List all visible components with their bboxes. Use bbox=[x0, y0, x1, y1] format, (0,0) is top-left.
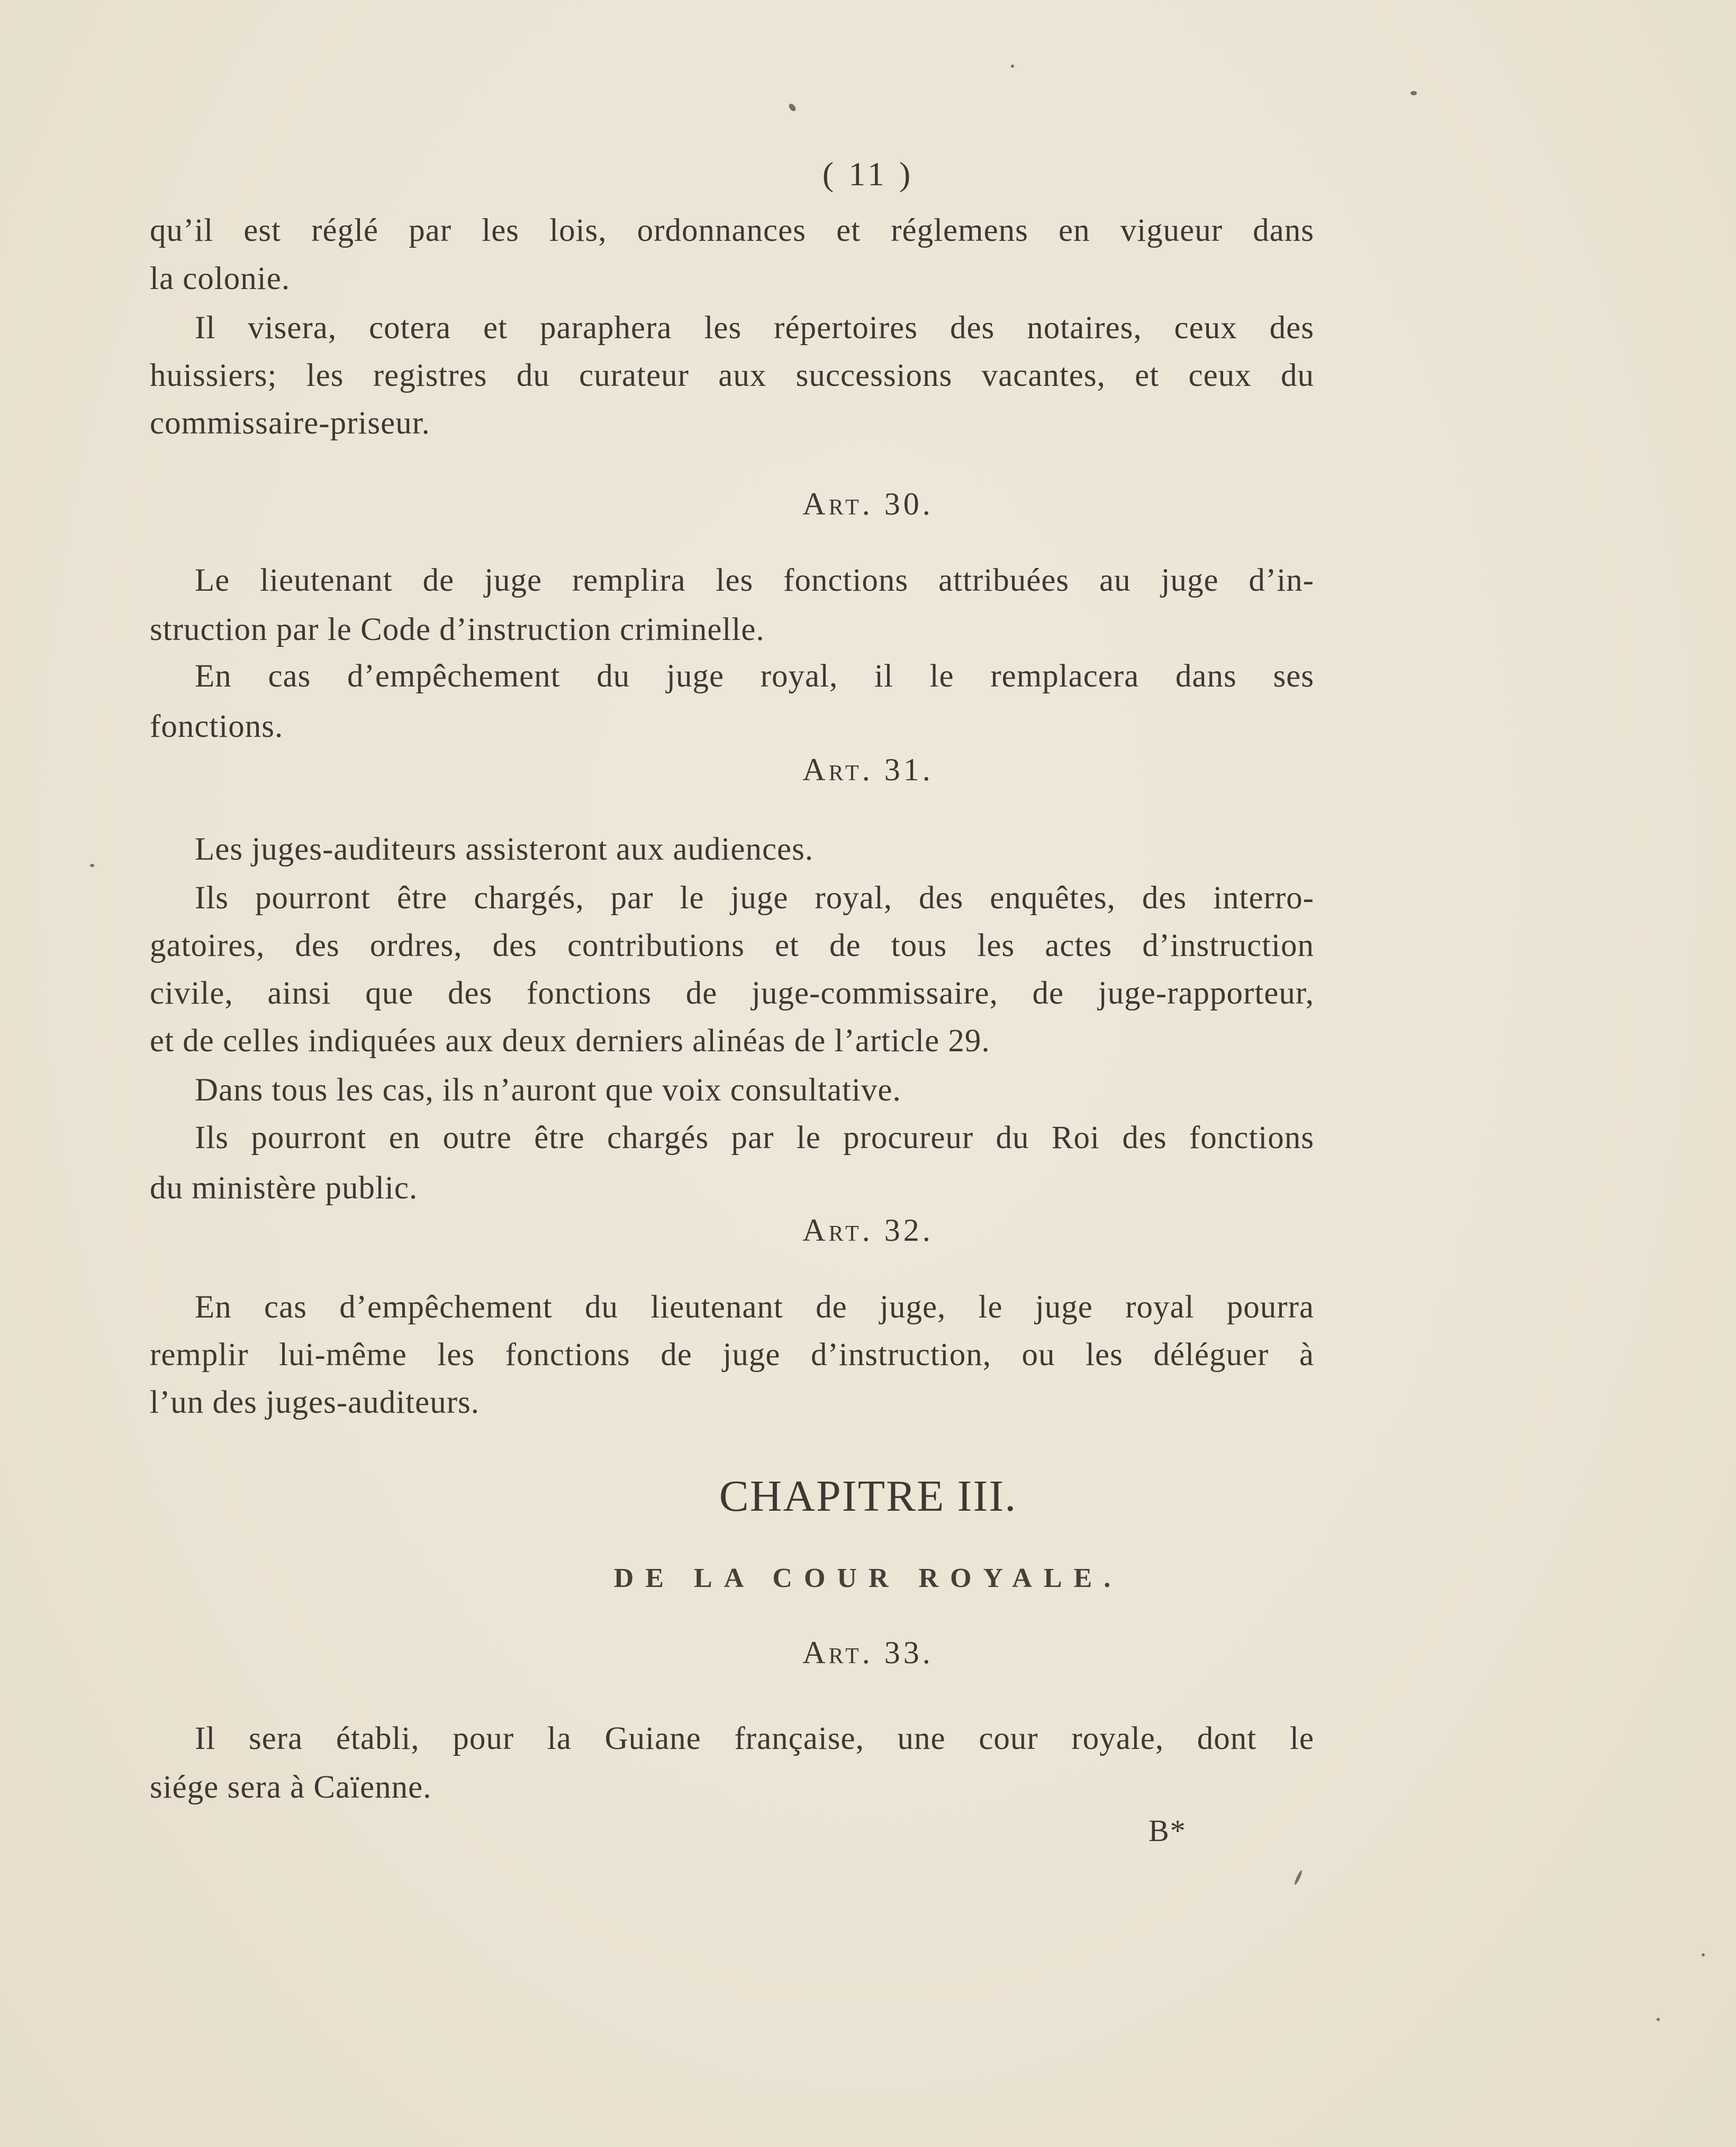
paper-speck bbox=[1294, 1870, 1303, 1886]
text-line: Les juges-auditeurs assisteront aux audiences. bbox=[195, 832, 814, 867]
text-line: Le lieutenant de juge remplira les fonctions attribuées au juge d’in- bbox=[195, 563, 1314, 598]
text-line: gatoires, des ordres, des contributions et de tous les actes d’instruction bbox=[150, 928, 1314, 963]
text-line: Il visera, cotera et paraphera les répertoires des notaires, ceux des bbox=[195, 310, 1314, 346]
text-line: la colonie. bbox=[150, 261, 291, 296]
text-line: huissiers; les registres du curateur aux successions vacantes, et ceux du bbox=[150, 358, 1314, 393]
text-line: du ministère public. bbox=[150, 1170, 418, 1206]
chapter-subtitle: DE LA COUR ROYALE. bbox=[613, 1563, 1123, 1593]
text-line: fonctions. bbox=[150, 709, 284, 744]
article-heading: Art. 32. bbox=[802, 1213, 934, 1248]
paper-speck bbox=[90, 864, 94, 867]
text-line: Ils pourront être chargés, par le juge royal, des enquêtes, des interro- bbox=[195, 880, 1314, 916]
article-heading: Art. 33. bbox=[802, 1635, 934, 1670]
paper-speck bbox=[1702, 1953, 1705, 1956]
page-number: ( 11 ) bbox=[822, 155, 914, 193]
paper-speck bbox=[1011, 65, 1014, 68]
paper-speck bbox=[1410, 91, 1417, 95]
paper-speck bbox=[1657, 2018, 1660, 2021]
text-line: l’un des juges-auditeurs. bbox=[150, 1385, 480, 1420]
text-line: Ils pourront en outre être chargés par le procureur du Roi des fonctions bbox=[195, 1120, 1314, 1156]
text-line: Il sera établi, pour la Guiane française, une cour royale, dont le bbox=[195, 1721, 1314, 1756]
text-line: siége sera à Caïenne. bbox=[150, 1770, 432, 1805]
text-line: remplir lui-même les fonctions de juge d’instruction, ou les déléguer à bbox=[150, 1337, 1314, 1373]
text-line: Dans tous les cas, ils n’auront que voix consultative. bbox=[195, 1072, 901, 1108]
article-heading: Art. 30. bbox=[802, 486, 934, 521]
article-heading: Art. 31. bbox=[802, 752, 934, 787]
text-line: En cas d’empêchement du juge royal, il le remplacera dans ses bbox=[195, 658, 1314, 694]
text-line: commissaire-priseur. bbox=[150, 405, 430, 441]
text-line: struction par le Code d’instruction criminelle. bbox=[150, 612, 765, 647]
text-line: civile, ainsi que des fonctions de juge-commissaire, de juge-rapporteur, bbox=[150, 976, 1314, 1011]
text-line: qu’il est réglé par les lois, ordonnances et réglemens en vigueur dans bbox=[150, 213, 1314, 248]
chapter-title: CHAPITRE III. bbox=[719, 1472, 1017, 1521]
paper-speck bbox=[788, 103, 797, 113]
text-line: et de celles indiquées aux deux derniers alinéas de l’article 29. bbox=[150, 1023, 990, 1059]
signature-mark: B* bbox=[1149, 1814, 1187, 1848]
text-line: En cas d’empêchement du lieutenant de juge, le juge royal pourra bbox=[195, 1289, 1314, 1325]
